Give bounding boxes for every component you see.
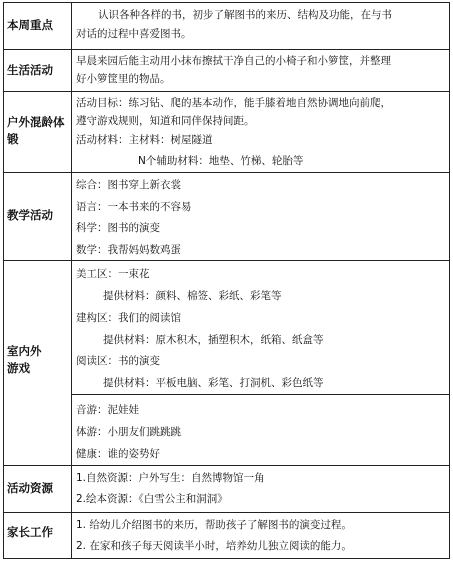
table-border-right	[449, 2, 450, 559]
row-label-daily-life: 生活活动	[7, 63, 53, 77]
games-line-9: 健康：谁的姿势好	[76, 448, 160, 460]
row-label-outdoor-sports: 户外混龄体锻	[7, 115, 65, 146]
games-line-2: 提供材料：颜料、棉签、彩纸、彩笔等	[103, 290, 282, 302]
teaching-line-2: 语言：一本书来的不容易	[76, 201, 192, 213]
teaching-line-1: 综合：图书穿上新衣裳	[76, 179, 181, 191]
games-line-5: 阅读区：书的演变	[76, 355, 160, 367]
row-divider	[3, 512, 450, 513]
row-label-parents: 家长工作	[7, 525, 53, 539]
row-label-resources: 活动资源	[7, 481, 53, 495]
row-label-focus: 本周重点	[7, 18, 53, 32]
focus-line-2: 对话的过程中喜爱图书。	[76, 28, 192, 40]
row-divider-inner	[71, 394, 450, 395]
parents-line-1: 1. 给幼儿介绍图书的来历，帮助孩子了解图书的演变过程。	[76, 519, 352, 531]
outdoor-line-4: N个辅助材料：地垫、竹梯、轮胎等	[138, 155, 304, 167]
focus-line-1: 认识各种各样的书，初步了解图书的来历、结构及功能，在与书	[98, 9, 392, 21]
outdoor-line-2: 遵守游戏规则，知道和同伴保持间距。	[76, 115, 255, 127]
daily-life-line-1: 早晨来园后能主动用小抹布擦拭干净自己的小椅子和小箩筐，并整理	[76, 55, 391, 67]
resources-line-1: 1.自然资源：户外写生：自然博物馆一角	[76, 472, 265, 484]
resources-line-2: 2.绘本资源：《白雪公主和洞洞》	[76, 493, 228, 505]
games-line-1: 美工区：一束花	[76, 268, 150, 280]
row-divider	[3, 465, 450, 466]
outdoor-line-1: 活动目标：练习钻、爬的基本动作，能手膝着地自然协调地向前爬，	[76, 97, 391, 109]
row-divider	[3, 49, 450, 50]
plan-table	[3, 2, 450, 559]
column-divider	[71, 2, 72, 559]
games-line-4: 提供材料：原木积木，插塑积木，纸箱、纸盒等	[103, 334, 324, 346]
outdoor-line-3: 活动材料：主材料：树屋隧道	[76, 134, 213, 146]
games-line-3: 建构区：我们的阅读馆	[76, 312, 181, 324]
row-divider	[3, 260, 450, 261]
teaching-line-4: 数学：我帮妈妈数鸡蛋	[76, 244, 181, 256]
games-line-6: 提供材料：平板电脑、彩笔、打洞机、彩色纸等	[103, 377, 324, 389]
games-line-7: 音游：泥娃娃	[76, 404, 139, 416]
daily-life-line-2: 好小箩筐里的物品。	[76, 73, 171, 85]
row-divider	[3, 91, 450, 92]
parents-line-2: 2. 在家和孩子每天阅读半小时，培养幼儿独立阅读的能力。	[76, 540, 352, 552]
row-label-teaching: 教学活动	[7, 208, 53, 222]
games-line-8: 体游：小朋友们跳跳跳	[76, 426, 181, 438]
table-border-left	[3, 2, 4, 559]
teaching-line-3: 科学：图书的演变	[76, 222, 160, 234]
row-divider	[3, 172, 450, 173]
row-label-games: 室内外游戏	[7, 344, 42, 375]
